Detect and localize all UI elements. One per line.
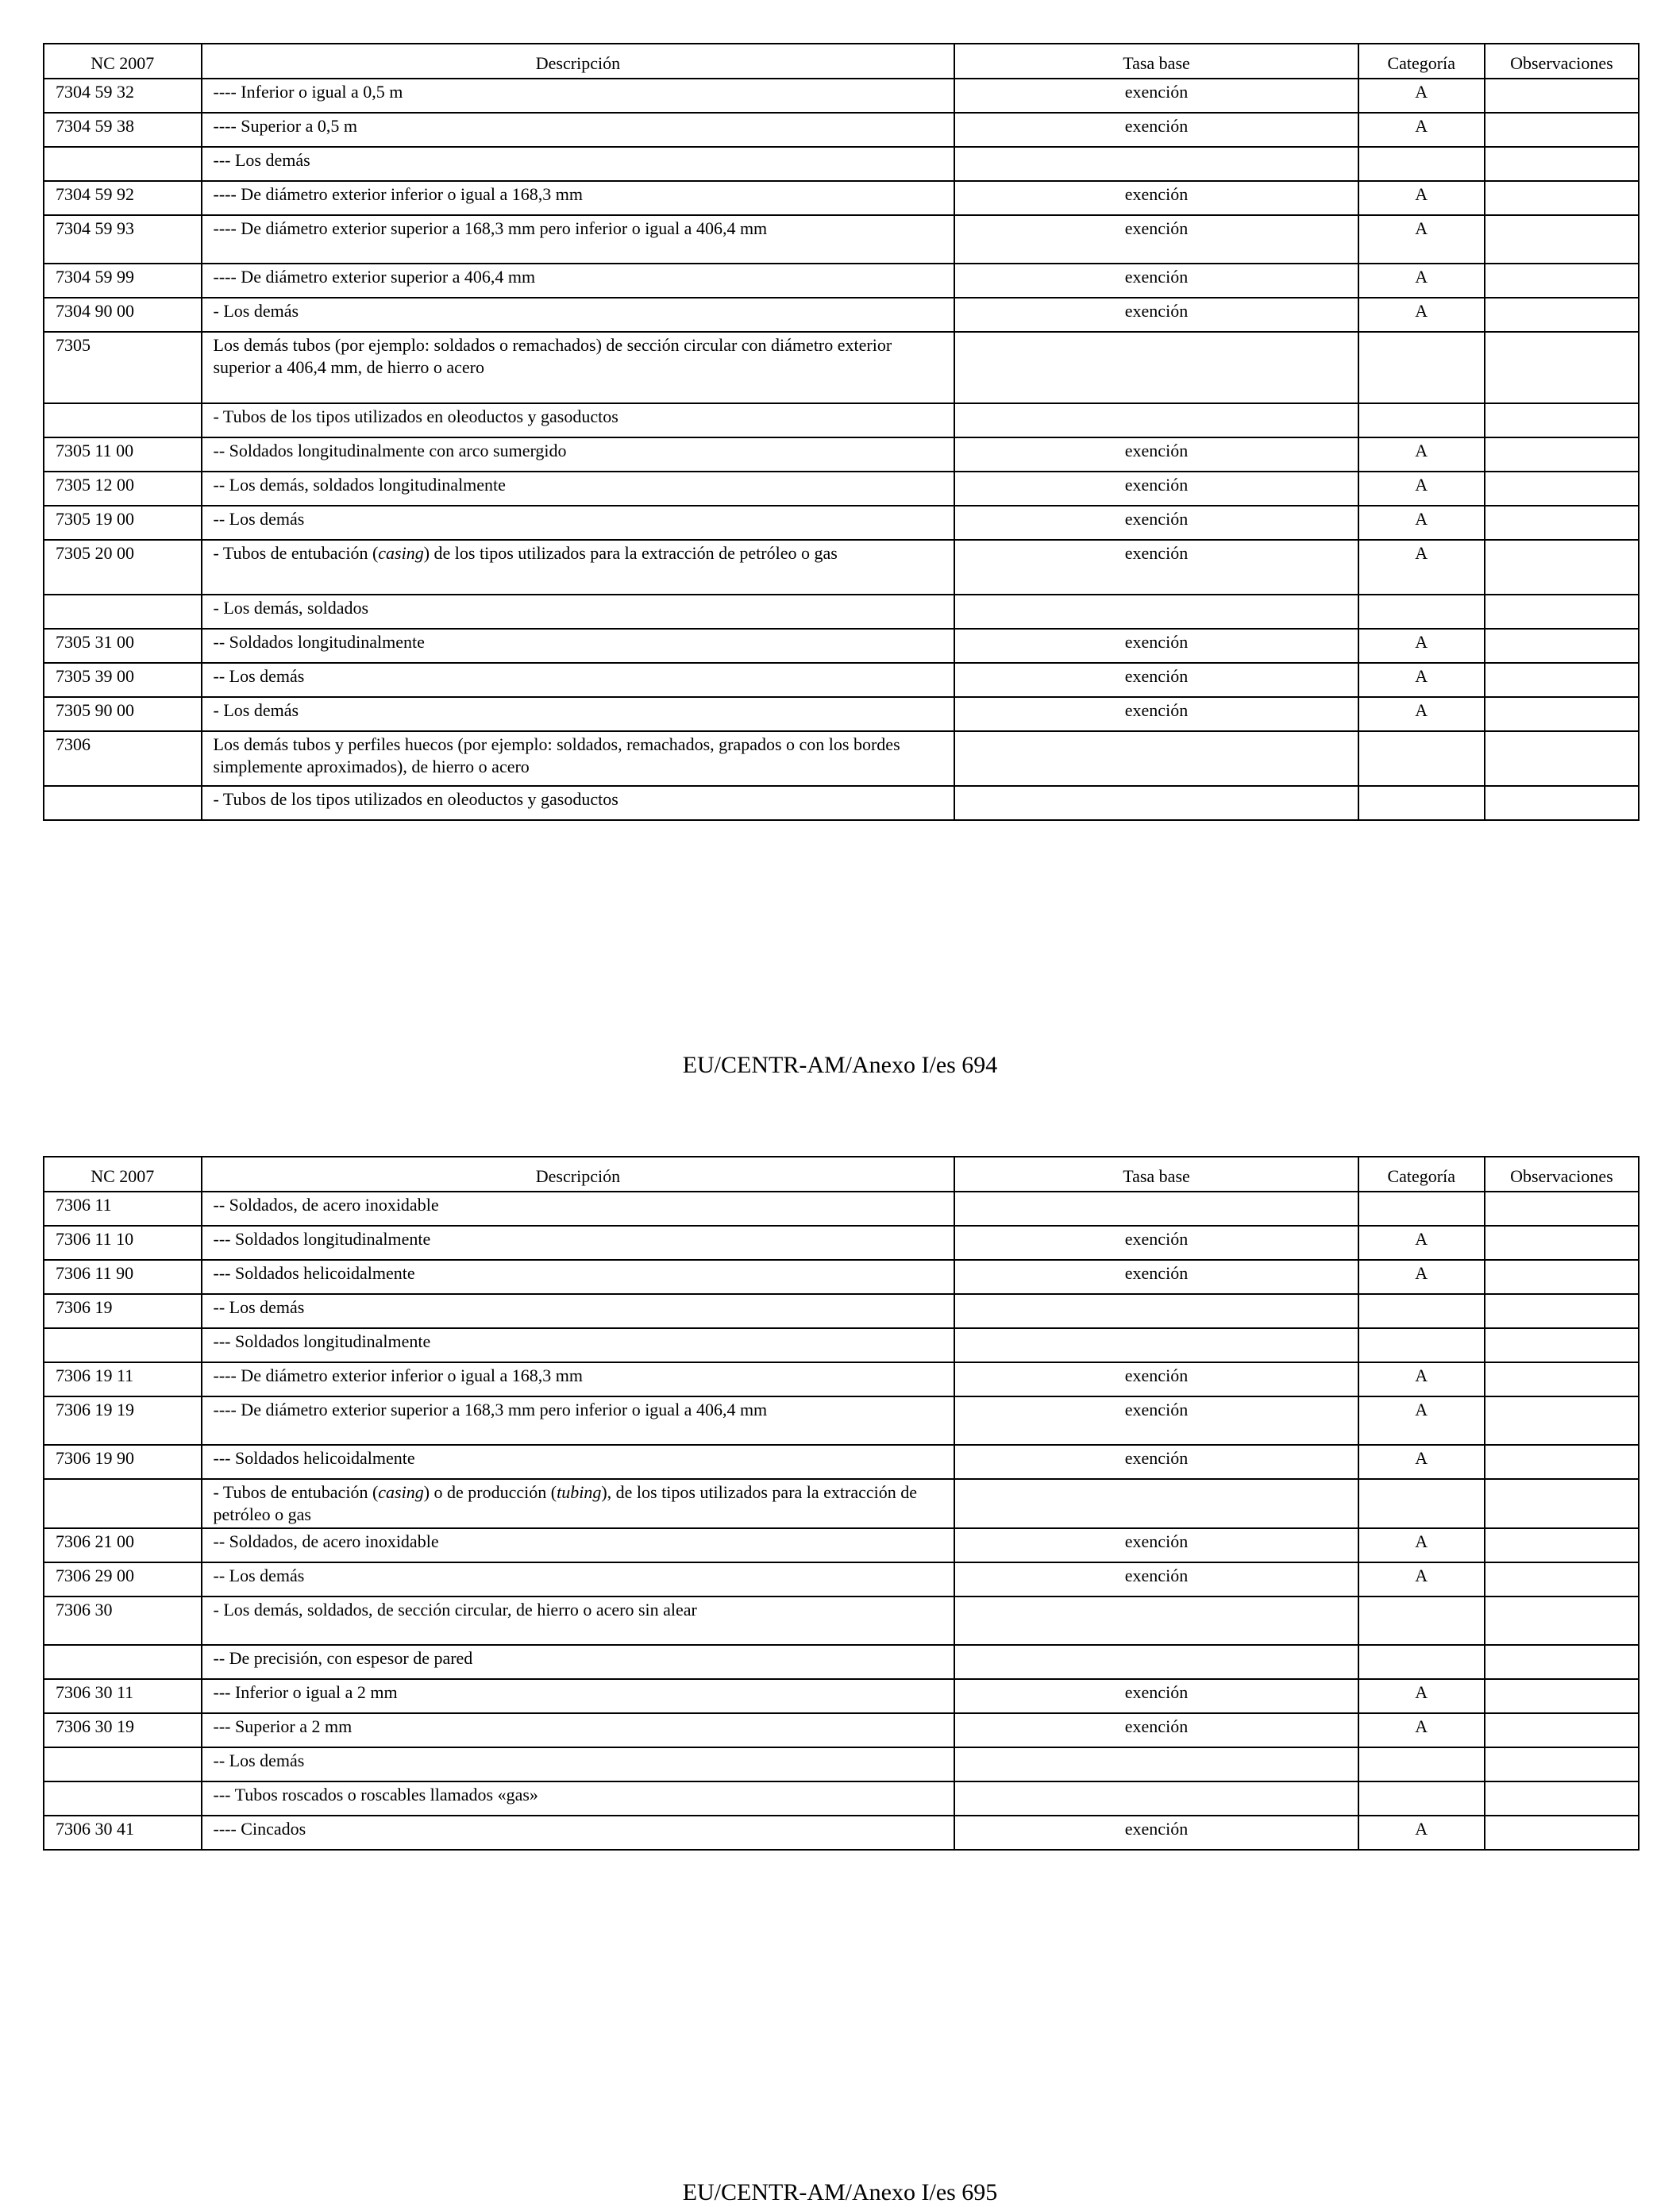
- observaciones-cell: [1485, 1528, 1639, 1562]
- nc-code-cell: 7305: [44, 332, 202, 403]
- tariff-table-page-695: [43, 1156, 1640, 1851]
- table-row: [44, 663, 1639, 697]
- tasa-base-cell: [954, 403, 1358, 437]
- table-row: [44, 1816, 1639, 1850]
- description-cell: ---- De diámetro exterior inferior o igual a 168,3 mm: [202, 181, 955, 215]
- observaciones-cell: [1485, 1713, 1639, 1747]
- categoria-cell: A: [1358, 79, 1485, 113]
- tasa-base-cell: exención: [954, 437, 1358, 472]
- observaciones-cell: [1485, 215, 1639, 264]
- description-cell: -- De precisión, con espesor de pared: [202, 1645, 955, 1679]
- categoria-cell: [1358, 1192, 1485, 1226]
- observaciones-cell: [1485, 437, 1639, 472]
- table-row: [44, 595, 1639, 629]
- nc-code-cell: 7306 11 90: [44, 1260, 202, 1294]
- table-row: [44, 79, 1639, 113]
- description-cell: - Tubos de los tipos utilizados en oleoductos y gasoductos: [202, 786, 955, 820]
- nc-code-cell: 7305 31 00: [44, 629, 202, 663]
- categoria-cell: [1358, 332, 1485, 403]
- description-cell: ---- De diámetro exterior superior a 406,4 mm: [202, 264, 955, 298]
- observaciones-cell: [1485, 147, 1639, 181]
- nc-code-cell: [44, 1747, 202, 1781]
- categoria-cell: A: [1358, 1226, 1485, 1260]
- nc-code-cell: 7306 11: [44, 1192, 202, 1226]
- observaciones-cell: [1485, 629, 1639, 663]
- nc-code-cell: 7305 19 00: [44, 506, 202, 540]
- description-cell: - Tubos de los tipos utilizados en oleoductos y gasoductos: [202, 403, 955, 437]
- table-row: [44, 1645, 1639, 1679]
- categoria-cell: A: [1358, 215, 1485, 264]
- tasa-base-cell: [954, 731, 1358, 786]
- header-observaciones: Observaciones: [1485, 44, 1639, 79]
- categoria-cell: [1358, 731, 1485, 786]
- observaciones-cell: [1485, 1816, 1639, 1850]
- description-cell: -- Soldados, de acero inoxidable: [202, 1528, 955, 1562]
- nc-code-cell: 7306 30 41: [44, 1816, 202, 1850]
- categoria-cell: A: [1358, 298, 1485, 332]
- nc-code-cell: 7306 19 90: [44, 1445, 202, 1479]
- categoria-cell: [1358, 403, 1485, 437]
- tasa-base-cell: exención: [954, 264, 1358, 298]
- description-cell: -- Soldados longitudinalmente con arco sumergido: [202, 437, 955, 472]
- table-row: [44, 1679, 1639, 1713]
- observaciones-cell: [1485, 540, 1639, 595]
- nc-code-cell: 7306 21 00: [44, 1528, 202, 1562]
- categoria-cell: A: [1358, 181, 1485, 215]
- description-cell: --- Soldados helicoidalmente: [202, 1445, 955, 1479]
- tasa-base-cell: exención: [954, 1445, 1358, 1479]
- description-cell: - Tubos de entubación (casing) de los tipos utilizados para la extracción de petróleo o gas: [202, 540, 955, 595]
- categoria-cell: A: [1358, 1528, 1485, 1562]
- tasa-base-cell: exención: [954, 697, 1358, 731]
- tasa-base-cell: exención: [954, 629, 1358, 663]
- tasa-base-cell: [954, 1597, 1358, 1645]
- description-cell: --- Soldados longitudinalmente: [202, 1226, 955, 1260]
- nc-code-cell: [44, 1479, 202, 1528]
- tasa-base-cell: exención: [954, 113, 1358, 147]
- description-cell: ---- Cincados: [202, 1816, 955, 1850]
- nc-code-cell: [44, 1328, 202, 1362]
- observaciones-cell: [1485, 332, 1639, 403]
- tasa-base-cell: [954, 1479, 1358, 1528]
- tasa-base-cell: [954, 595, 1358, 629]
- nc-code-cell: 7306 29 00: [44, 1562, 202, 1597]
- categoria-cell: A: [1358, 1713, 1485, 1747]
- description-cell: ---- Inferior o igual a 0,5 m: [202, 79, 955, 113]
- nc-code-cell: 7306 19 19: [44, 1396, 202, 1445]
- observaciones-cell: [1485, 264, 1639, 298]
- tasa-base-cell: [954, 1328, 1358, 1362]
- tasa-base-cell: [954, 332, 1358, 403]
- table-row: [44, 437, 1639, 472]
- header-nc-2007: NC 2007: [44, 44, 202, 79]
- table-row: [44, 1396, 1639, 1445]
- categoria-cell: A: [1358, 506, 1485, 540]
- tasa-base-cell: exención: [954, 1816, 1358, 1850]
- description-cell: -- Soldados, de acero inoxidable: [202, 1192, 955, 1226]
- table-row: [44, 298, 1639, 332]
- observaciones-cell: [1485, 181, 1639, 215]
- header-nc-2007: NC 2007: [44, 1157, 202, 1192]
- observaciones-cell: [1485, 1294, 1639, 1328]
- table-row: [44, 1713, 1639, 1747]
- nc-code-cell: [44, 595, 202, 629]
- nc-code-cell: 7306 19: [44, 1294, 202, 1328]
- tasa-base-cell: exención: [954, 1396, 1358, 1445]
- tasa-base-cell: exención: [954, 1528, 1358, 1562]
- tasa-base-cell: exención: [954, 540, 1358, 595]
- observaciones-cell: [1485, 403, 1639, 437]
- tasa-base-cell: exención: [954, 181, 1358, 215]
- categoria-cell: [1358, 595, 1485, 629]
- categoria-cell: [1358, 786, 1485, 820]
- description-cell: --- Inferior o igual a 2 mm: [202, 1679, 955, 1713]
- categoria-cell: [1358, 1328, 1485, 1362]
- description-cell: -- Los demás: [202, 506, 955, 540]
- observaciones-cell: [1485, 1328, 1639, 1362]
- tasa-base-cell: exención: [954, 1562, 1358, 1597]
- description-cell: -- Los demás: [202, 663, 955, 697]
- categoria-cell: A: [1358, 1816, 1485, 1850]
- tasa-base-cell: [954, 786, 1358, 820]
- observaciones-cell: [1485, 1362, 1639, 1396]
- tasa-base-cell: exención: [954, 1713, 1358, 1747]
- table-row: [44, 697, 1639, 731]
- table-row: [44, 472, 1639, 506]
- categoria-cell: A: [1358, 1445, 1485, 1479]
- table-row: [44, 215, 1639, 264]
- tasa-base-cell: exención: [954, 1260, 1358, 1294]
- observaciones-cell: [1485, 1260, 1639, 1294]
- nc-code-cell: 7304 90 00: [44, 298, 202, 332]
- table-row: [44, 1362, 1639, 1396]
- observaciones-cell: [1485, 506, 1639, 540]
- observaciones-cell: [1485, 79, 1639, 113]
- table-row: [44, 1597, 1639, 1645]
- tasa-base-cell: [954, 147, 1358, 181]
- table-row: [44, 506, 1639, 540]
- observaciones-cell: [1485, 697, 1639, 731]
- table-row: [44, 147, 1639, 181]
- description-cell: --- Los demás: [202, 147, 955, 181]
- table-row: [44, 113, 1639, 147]
- nc-code-cell: [44, 786, 202, 820]
- categoria-cell: A: [1358, 663, 1485, 697]
- observaciones-cell: [1485, 663, 1639, 697]
- observaciones-cell: [1485, 595, 1639, 629]
- nc-code-cell: 7306: [44, 731, 202, 786]
- description-cell: - Los demás: [202, 298, 955, 332]
- tasa-base-cell: exención: [954, 298, 1358, 332]
- categoria-cell: [1358, 147, 1485, 181]
- observaciones-cell: [1485, 1445, 1639, 1479]
- tasa-base-cell: exención: [954, 1362, 1358, 1396]
- observaciones-cell: [1485, 731, 1639, 786]
- tasa-base-cell: [954, 1294, 1358, 1328]
- description-cell: Los demás tubos y perfiles huecos (por ejemplo: soldados, remachados, grapados o con los bordes simplemente aproximados), de hierro o acero: [202, 731, 955, 786]
- nc-code-cell: 7304 59 92: [44, 181, 202, 215]
- nc-code-cell: 7304 59 32: [44, 79, 202, 113]
- description-cell: ---- De diámetro exterior superior a 168,3 mm pero inferior o igual a 406,4 mm: [202, 1396, 955, 1445]
- nc-code-cell: [44, 1645, 202, 1679]
- table-row: [44, 403, 1639, 437]
- observaciones-cell: [1485, 1562, 1639, 1597]
- description-cell: --- Soldados helicoidalmente: [202, 1260, 955, 1294]
- nc-code-cell: 7305 39 00: [44, 663, 202, 697]
- nc-code-cell: 7305 90 00: [44, 697, 202, 731]
- nc-code-cell: [44, 1781, 202, 1816]
- nc-code-cell: 7304 59 93: [44, 215, 202, 264]
- tasa-base-cell: exención: [954, 215, 1358, 264]
- description-cell: - Los demás, soldados, de sección circular, de hierro o acero sin alear: [202, 1597, 955, 1645]
- description-cell: -- Los demás: [202, 1747, 955, 1781]
- table-row: [44, 1328, 1639, 1362]
- description-cell: ---- De diámetro exterior inferior o igual a 168,3 mm: [202, 1362, 955, 1396]
- observaciones-cell: [1485, 1192, 1639, 1226]
- nc-code-cell: 7306 11 10: [44, 1226, 202, 1260]
- table-row: [44, 1781, 1639, 1816]
- observaciones-cell: [1485, 1781, 1639, 1816]
- table-row: [44, 1260, 1639, 1294]
- tasa-base-cell: [954, 1781, 1358, 1816]
- categoria-cell: A: [1358, 697, 1485, 731]
- observaciones-cell: [1485, 1226, 1639, 1260]
- nc-code-cell: 7306 19 11: [44, 1362, 202, 1396]
- table-row: [44, 1226, 1639, 1260]
- categoria-cell: A: [1358, 113, 1485, 147]
- observaciones-cell: [1485, 786, 1639, 820]
- description-cell: Los demás tubos (por ejemplo: soldados o remachados) de sección circular con diámetro exterior superior a 406,4 mm, de hierro o acero: [202, 332, 955, 403]
- header-tasa-base: Tasa base: [954, 44, 1358, 79]
- table-row: [44, 540, 1639, 595]
- description-cell: ---- De diámetro exterior superior a 168,3 mm pero inferior o igual a 406,4 mm: [202, 215, 955, 264]
- categoria-cell: A: [1358, 540, 1485, 595]
- categoria-cell: [1358, 1781, 1485, 1816]
- description-cell: - Los demás: [202, 697, 955, 731]
- nc-code-cell: 7305 11 00: [44, 437, 202, 472]
- nc-code-cell: [44, 147, 202, 181]
- categoria-cell: [1358, 1479, 1485, 1528]
- page-footer-695: EU/CENTR-AM/Anexo I/es 695: [682, 2179, 998, 2205]
- nc-code-cell: 7306 30: [44, 1597, 202, 1645]
- table-header-row: [44, 44, 1639, 79]
- categoria-cell: [1358, 1294, 1485, 1328]
- header-descripcion: Descripción: [202, 44, 955, 79]
- categoria-cell: A: [1358, 1679, 1485, 1713]
- observaciones-cell: [1485, 298, 1639, 332]
- header-observaciones: Observaciones: [1485, 1157, 1639, 1192]
- observaciones-cell: [1485, 1645, 1639, 1679]
- categoria-cell: [1358, 1645, 1485, 1679]
- table-row: [44, 786, 1639, 820]
- nc-code-cell: 7305 20 00: [44, 540, 202, 595]
- observaciones-cell: [1485, 1747, 1639, 1781]
- categoria-cell: [1358, 1747, 1485, 1781]
- table-row: [44, 1294, 1639, 1328]
- description-cell: -- Los demás: [202, 1562, 955, 1597]
- table-row: [44, 1445, 1639, 1479]
- tasa-base-cell: exención: [954, 663, 1358, 697]
- tasa-base-cell: exención: [954, 1679, 1358, 1713]
- table-row: [44, 1528, 1639, 1562]
- nc-code-cell: 7305 12 00: [44, 472, 202, 506]
- description-cell: -- Soldados longitudinalmente: [202, 629, 955, 663]
- table-row: [44, 629, 1639, 663]
- description-cell: -- Los demás: [202, 1294, 955, 1328]
- header-tasa-base: Tasa base: [954, 1157, 1358, 1192]
- header-descripcion: Descripción: [202, 1157, 955, 1192]
- description-cell: -- Los demás, soldados longitudinalmente: [202, 472, 955, 506]
- nc-code-cell: [44, 403, 202, 437]
- categoria-cell: A: [1358, 1562, 1485, 1597]
- categoria-cell: A: [1358, 629, 1485, 663]
- observaciones-cell: [1485, 1479, 1639, 1528]
- description-cell: - Los demás, soldados: [202, 595, 955, 629]
- tasa-base-cell: [954, 1192, 1358, 1226]
- categoria-cell: A: [1358, 437, 1485, 472]
- nc-code-cell: 7306 30 11: [44, 1679, 202, 1713]
- tasa-base-cell: exención: [954, 506, 1358, 540]
- description-cell: --- Tubos roscados o roscables llamados «gas»: [202, 1781, 955, 1816]
- description-cell: ---- Superior a 0,5 m: [202, 113, 955, 147]
- header-categoria: Categoría: [1358, 44, 1485, 79]
- table-row: [44, 1562, 1639, 1597]
- categoria-cell: A: [1358, 1362, 1485, 1396]
- categoria-cell: A: [1358, 472, 1485, 506]
- observaciones-cell: [1485, 1396, 1639, 1445]
- table-row: [44, 332, 1639, 403]
- nc-code-cell: 7304 59 38: [44, 113, 202, 147]
- tasa-base-cell: [954, 1645, 1358, 1679]
- table-row: [44, 1192, 1639, 1226]
- observaciones-cell: [1485, 1679, 1639, 1713]
- page-footer-694: EU/CENTR-AM/Anexo I/es 694: [682, 1052, 998, 1078]
- table-row: [44, 1747, 1639, 1781]
- categoria-cell: A: [1358, 1396, 1485, 1445]
- table-header-row: [44, 1157, 1639, 1192]
- nc-code-cell: 7304 59 99: [44, 264, 202, 298]
- tasa-base-cell: exención: [954, 1226, 1358, 1260]
- description-cell: --- Superior a 2 mm: [202, 1713, 955, 1747]
- header-categoria: Categoría: [1358, 1157, 1485, 1192]
- table-row: [44, 264, 1639, 298]
- tariff-table-page-694: [43, 43, 1640, 821]
- description-cell: --- Soldados longitudinalmente: [202, 1328, 955, 1362]
- categoria-cell: A: [1358, 1260, 1485, 1294]
- observaciones-cell: [1485, 1597, 1639, 1645]
- tasa-base-cell: exención: [954, 472, 1358, 506]
- tasa-base-cell: exención: [954, 79, 1358, 113]
- categoria-cell: A: [1358, 264, 1485, 298]
- categoria-cell: [1358, 1597, 1485, 1645]
- observaciones-cell: [1485, 472, 1639, 506]
- table-row: [44, 1479, 1639, 1528]
- nc-code-cell: 7306 30 19: [44, 1713, 202, 1747]
- description-cell: - Tubos de entubación (casing) o de producción (tubing), de los tipos utilizados para la extracción de petróleo o gas: [202, 1479, 955, 1528]
- tasa-base-cell: [954, 1747, 1358, 1781]
- table-row: [44, 181, 1639, 215]
- table-row: [44, 731, 1639, 786]
- observaciones-cell: [1485, 113, 1639, 147]
